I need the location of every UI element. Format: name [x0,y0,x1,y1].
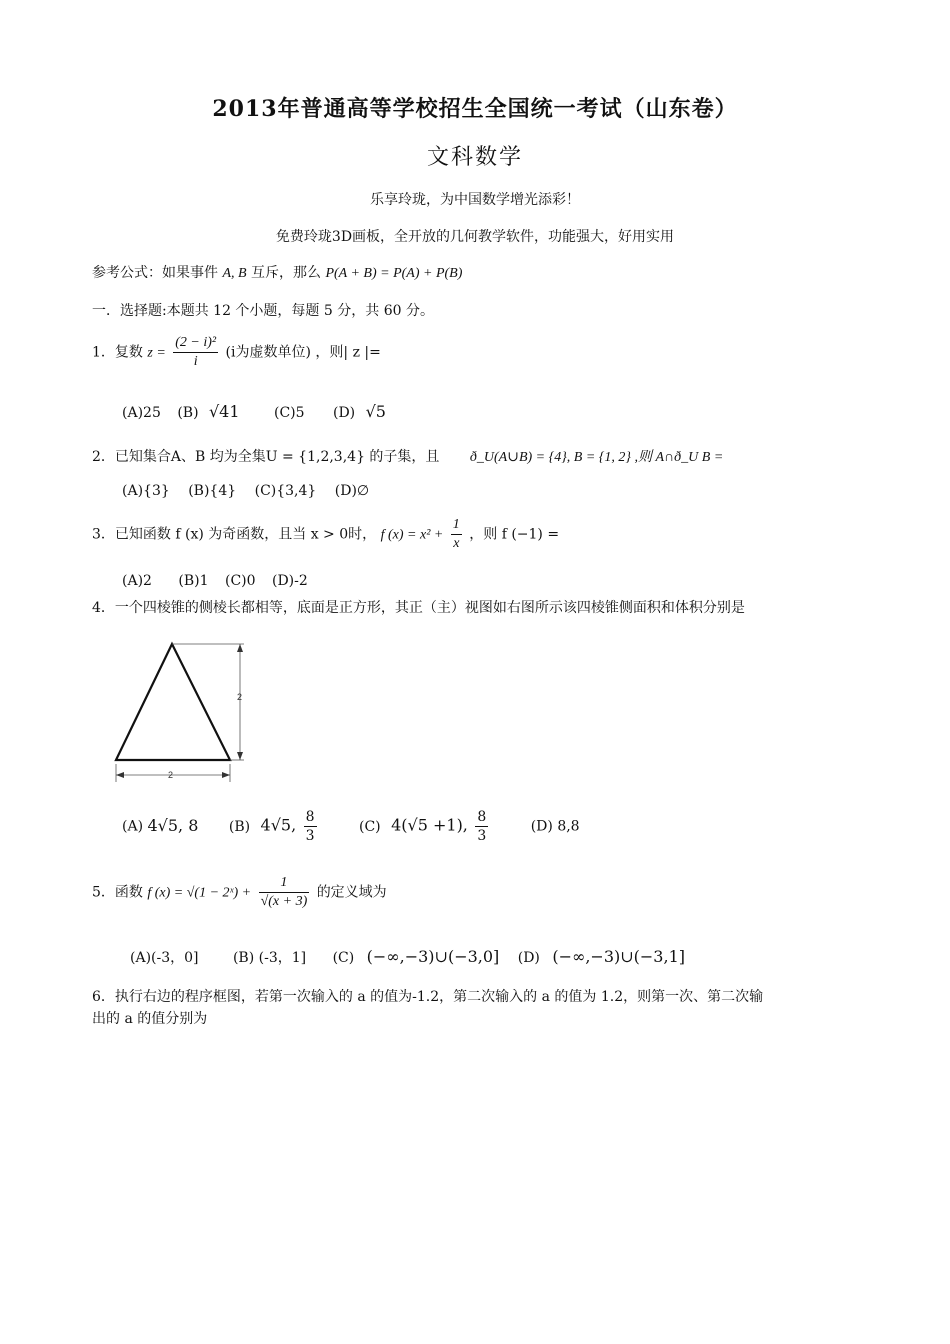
q5-option-d-label: (D) [517,950,540,966]
q4-option-b-fraction [304,808,317,845]
q4-option-a-value: 4√5, 8 [147,815,199,835]
q4-option-c-numerator: 8 [477,809,487,825]
q4-option-c-value: 4(√5 +1), [391,815,468,835]
q4-option-d: (D) 8,8 [530,818,580,835]
q3-fraction [451,516,462,553]
q5-option-b: (B) (-3，1] [232,950,307,966]
q3-option-b: (B)1 [178,573,209,589]
q5-option-d-value: (−∞,−3)∪(−3,1] [552,947,685,966]
q1-numerator: (2 − i)² [173,334,218,353]
question-5 [92,874,387,911]
q3-option-c: (C)0 [224,573,256,589]
q1-option-b: (B) [177,405,199,421]
reference-mid: 互斥，那么 [251,265,322,281]
height-label: 2 [237,692,243,702]
q5-prefix: 5．函数 [92,884,143,901]
q3-denominator: x [453,536,460,551]
question-1 [92,334,381,371]
height-arrow-top [237,644,243,652]
q2-option-d: (D)∅ [334,483,370,499]
q4-option-c-denominator: 3 [477,828,487,844]
q5-numerator: 1 [259,874,310,893]
q1-lhs: z = [147,345,166,361]
page-subtitle: 文科数学 [426,145,523,170]
q3-option-d: (D)-2 [271,573,308,589]
q1-option-a: (A)25 [122,405,161,421]
q5-fraction [259,874,310,911]
q1-fraction [173,334,218,371]
q2-math: ð_U(A∪B) = {4}, B = {1, 2} ,则 A∩ð_U B = [469,450,724,465]
q3-option-a: (A)2 [122,573,152,589]
base-arrow-left [116,772,124,778]
reference-equation: P(A + B) = P(A) + P(B) [325,266,463,281]
q3-text: 3．已知函数 f (x) 为奇函数，且当 x > 0时， [92,526,377,543]
q4-option-c-label: (C) [359,818,381,835]
q5-denominator: √(x + 3) [260,894,308,909]
question-3 [92,516,559,553]
reference-formula [92,262,462,282]
reference-events: A, B [222,266,247,281]
front-view-figure [108,636,258,786]
q5-options [130,947,685,967]
front-view-triangle [116,644,230,760]
q3-ask: ，则 f (−1) = [469,526,560,543]
question-6-line-2: 出的 a 的值分别为 [92,1011,208,1027]
q1-option-c: (C)5 [274,405,305,421]
q2-text: 2．已知集合A、B 均为全集U = {1,2,3,4} 的子集，且 [92,449,440,465]
q2-option-b: (B){4} [188,483,237,499]
q4-option-b-numerator: 8 [305,809,315,825]
height-arrow-bottom [237,752,243,760]
q4-option-c-fraction [475,808,488,845]
q4-option-b-denominator: 3 [305,828,315,844]
reference-prefix: 参考公式：如果事件 [92,265,218,281]
q5-option-c-value: (−∞,−3)∪(−3,0] [366,947,500,966]
promo-line-1: 乐享玲珑，为中国数学增光添彩！ [370,192,580,208]
q1-option-d: (D) [333,405,356,421]
question-6-line-1: 6．执行右边的程序框图，若第一次输入的 a 的值为-1.2，第二次输入的 a 的值为 1.2，则第一次、第二次输 [92,989,764,1005]
q5-option-a: (A)(-3，0] [130,950,199,966]
q4-option-b-value: 4√5, [260,815,297,835]
promo-line-2: 免费玲珑3D画板，全开放的几何教学软件，功能强大，好用实用 [275,229,675,245]
q3-options [122,573,332,589]
q5-lhs: f (x) = √(1 − 2ˣ) + [147,885,252,901]
q1-ask: ，则| z |= [315,344,381,361]
q3-numerator: 1 [451,516,462,535]
q1-note: (i为虚数单位) [225,344,311,361]
question-2 [92,446,723,466]
q1-prefix: 1．复数 [92,344,143,361]
q3-lhs: f (x) = x² + [380,527,444,543]
q2-option-c: (C){3,4} [254,483,317,499]
q2-options [122,483,393,499]
q4-options [122,808,580,845]
q2-option-a: (A){3} [122,483,170,499]
q1-denominator: i [193,354,198,369]
q1-option-b-value: √41 [208,402,240,421]
base-label: 2 [168,770,174,780]
q1-option-d-value: √5 [365,402,386,421]
q5-ask: 的定义域为 [316,884,387,901]
q4-option-b-label: (B) [228,818,251,835]
base-arrow-right [222,772,230,778]
page-title: 2013年普通高等学校招生全国统一考试（山东卷） [212,96,738,122]
q4-option-a-label: (A) [122,818,144,835]
question-4: 4．一个四棱锥的侧棱长都相等，底面是正方形，其正（主）视图如右图所示该四棱锥侧面积和体积分别是 [92,600,745,616]
section-heading: 一．选择题:本题共 12 个小题，每题 5 分，共 60 分。 [92,303,434,319]
q5-option-c-label: (C) [332,950,355,966]
q1-options [122,402,386,421]
